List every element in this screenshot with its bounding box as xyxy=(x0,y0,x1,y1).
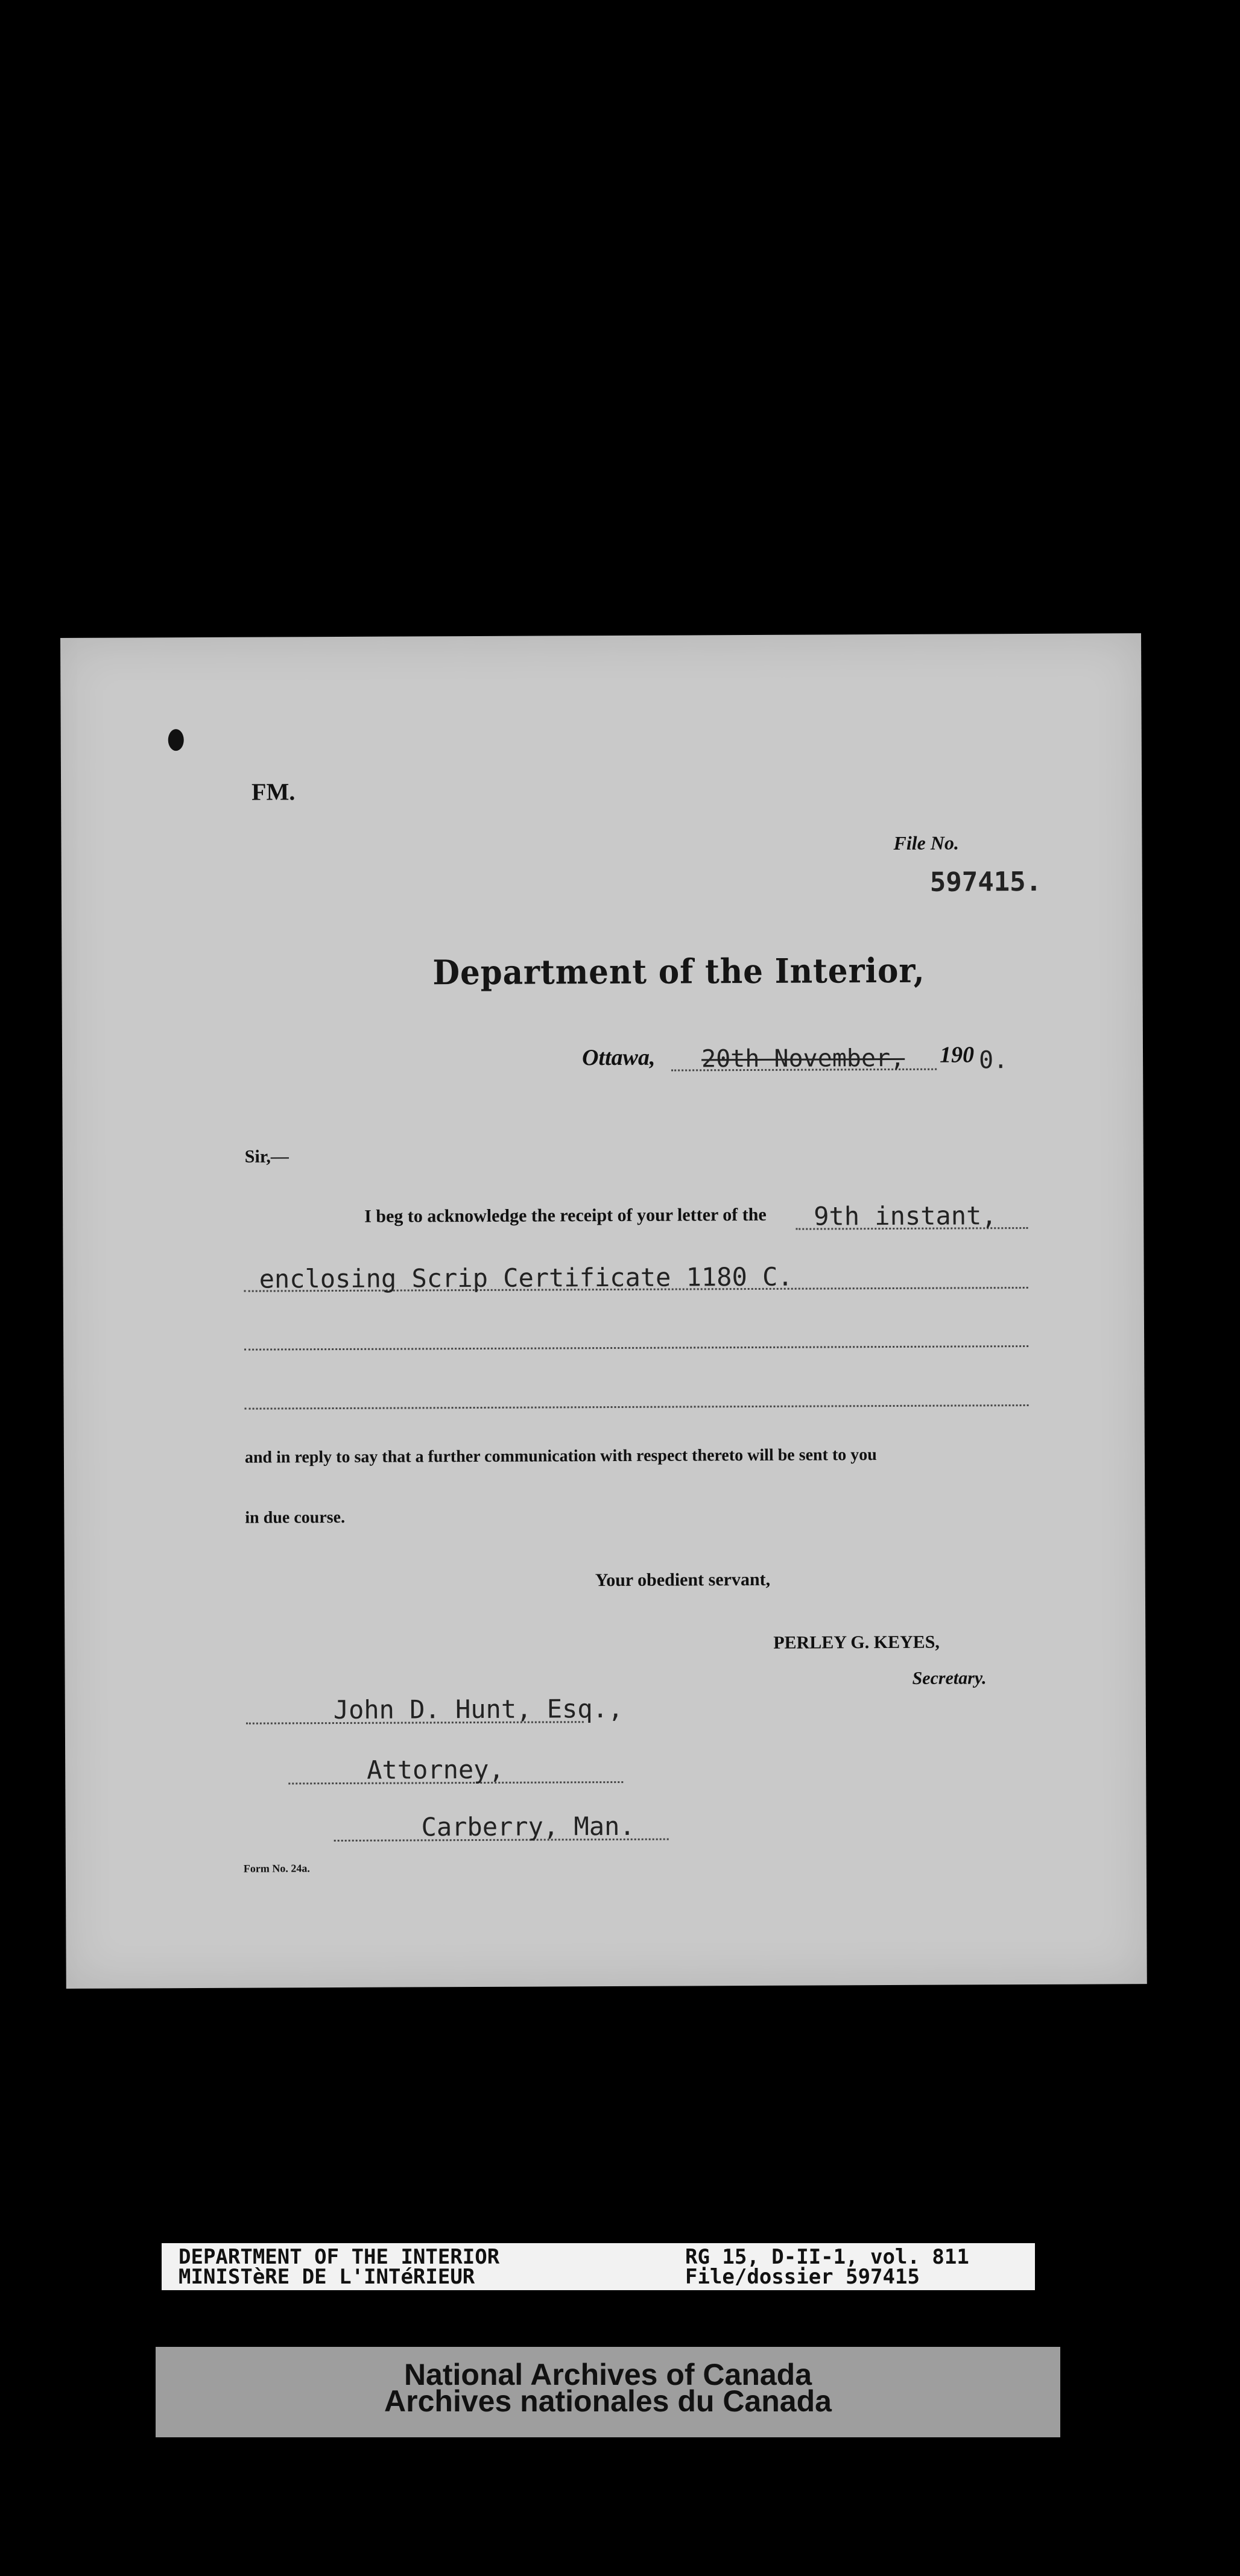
file-number: 597415. xyxy=(929,866,1042,898)
blank-line xyxy=(245,1404,1029,1410)
body-line-1: I beg to acknowledge the receipt of your letter of the xyxy=(364,1204,767,1226)
form-number: Form No. 24a. xyxy=(243,1862,310,1875)
initials: FM. xyxy=(251,778,296,806)
archives-fr: Archives nationales du Canada xyxy=(384,2384,832,2418)
letter-date: 9th instant, xyxy=(814,1201,997,1231)
file-reference: File/dossier 597415 xyxy=(685,2265,920,2289)
addressee-role: Attorney, xyxy=(367,1754,504,1785)
dept-fr: MINISTèRE DE L'INTéRIEUR xyxy=(179,2265,475,2289)
addressee-place: Carberry, Man. xyxy=(421,1811,635,1842)
closing: Your obedient servant, xyxy=(595,1569,771,1591)
place: Ottawa, xyxy=(581,1044,656,1071)
ink-smudge xyxy=(168,729,184,751)
signatory: PERLEY G. KEYES, xyxy=(773,1632,940,1653)
archives-banner xyxy=(156,2347,1060,2437)
archives-en: National Archives of Canada xyxy=(403,2358,812,2391)
blank-line xyxy=(244,1345,1028,1351)
year-printed: 190 xyxy=(939,1042,975,1068)
archive-reference-label xyxy=(162,2243,1035,2290)
year-typed: 0. xyxy=(978,1046,1008,1075)
file-label: File No. xyxy=(893,832,960,854)
body-line-3: in due course. xyxy=(245,1507,346,1527)
enclosure-line: enclosing Scrip Certificate 1180 C. xyxy=(259,1261,793,1294)
dept-en: DEPARTMENT OF THE INTERIOR xyxy=(179,2245,500,2269)
salutation: Sir,— xyxy=(244,1146,289,1167)
date: 20th November, xyxy=(701,1044,905,1073)
reference: RG 15, D-II-1, vol. 811 xyxy=(685,2245,969,2269)
signatory-title: Secretary. xyxy=(912,1668,987,1688)
department-heading: Department of the Interior, xyxy=(432,950,925,993)
addressee-name: John D. Hunt, Esq., xyxy=(333,1693,624,1725)
body-line-2: and in reply to say that a further communication with respect thereto will be sent to you xyxy=(244,1445,877,1467)
scanned-letter xyxy=(60,633,1147,1989)
